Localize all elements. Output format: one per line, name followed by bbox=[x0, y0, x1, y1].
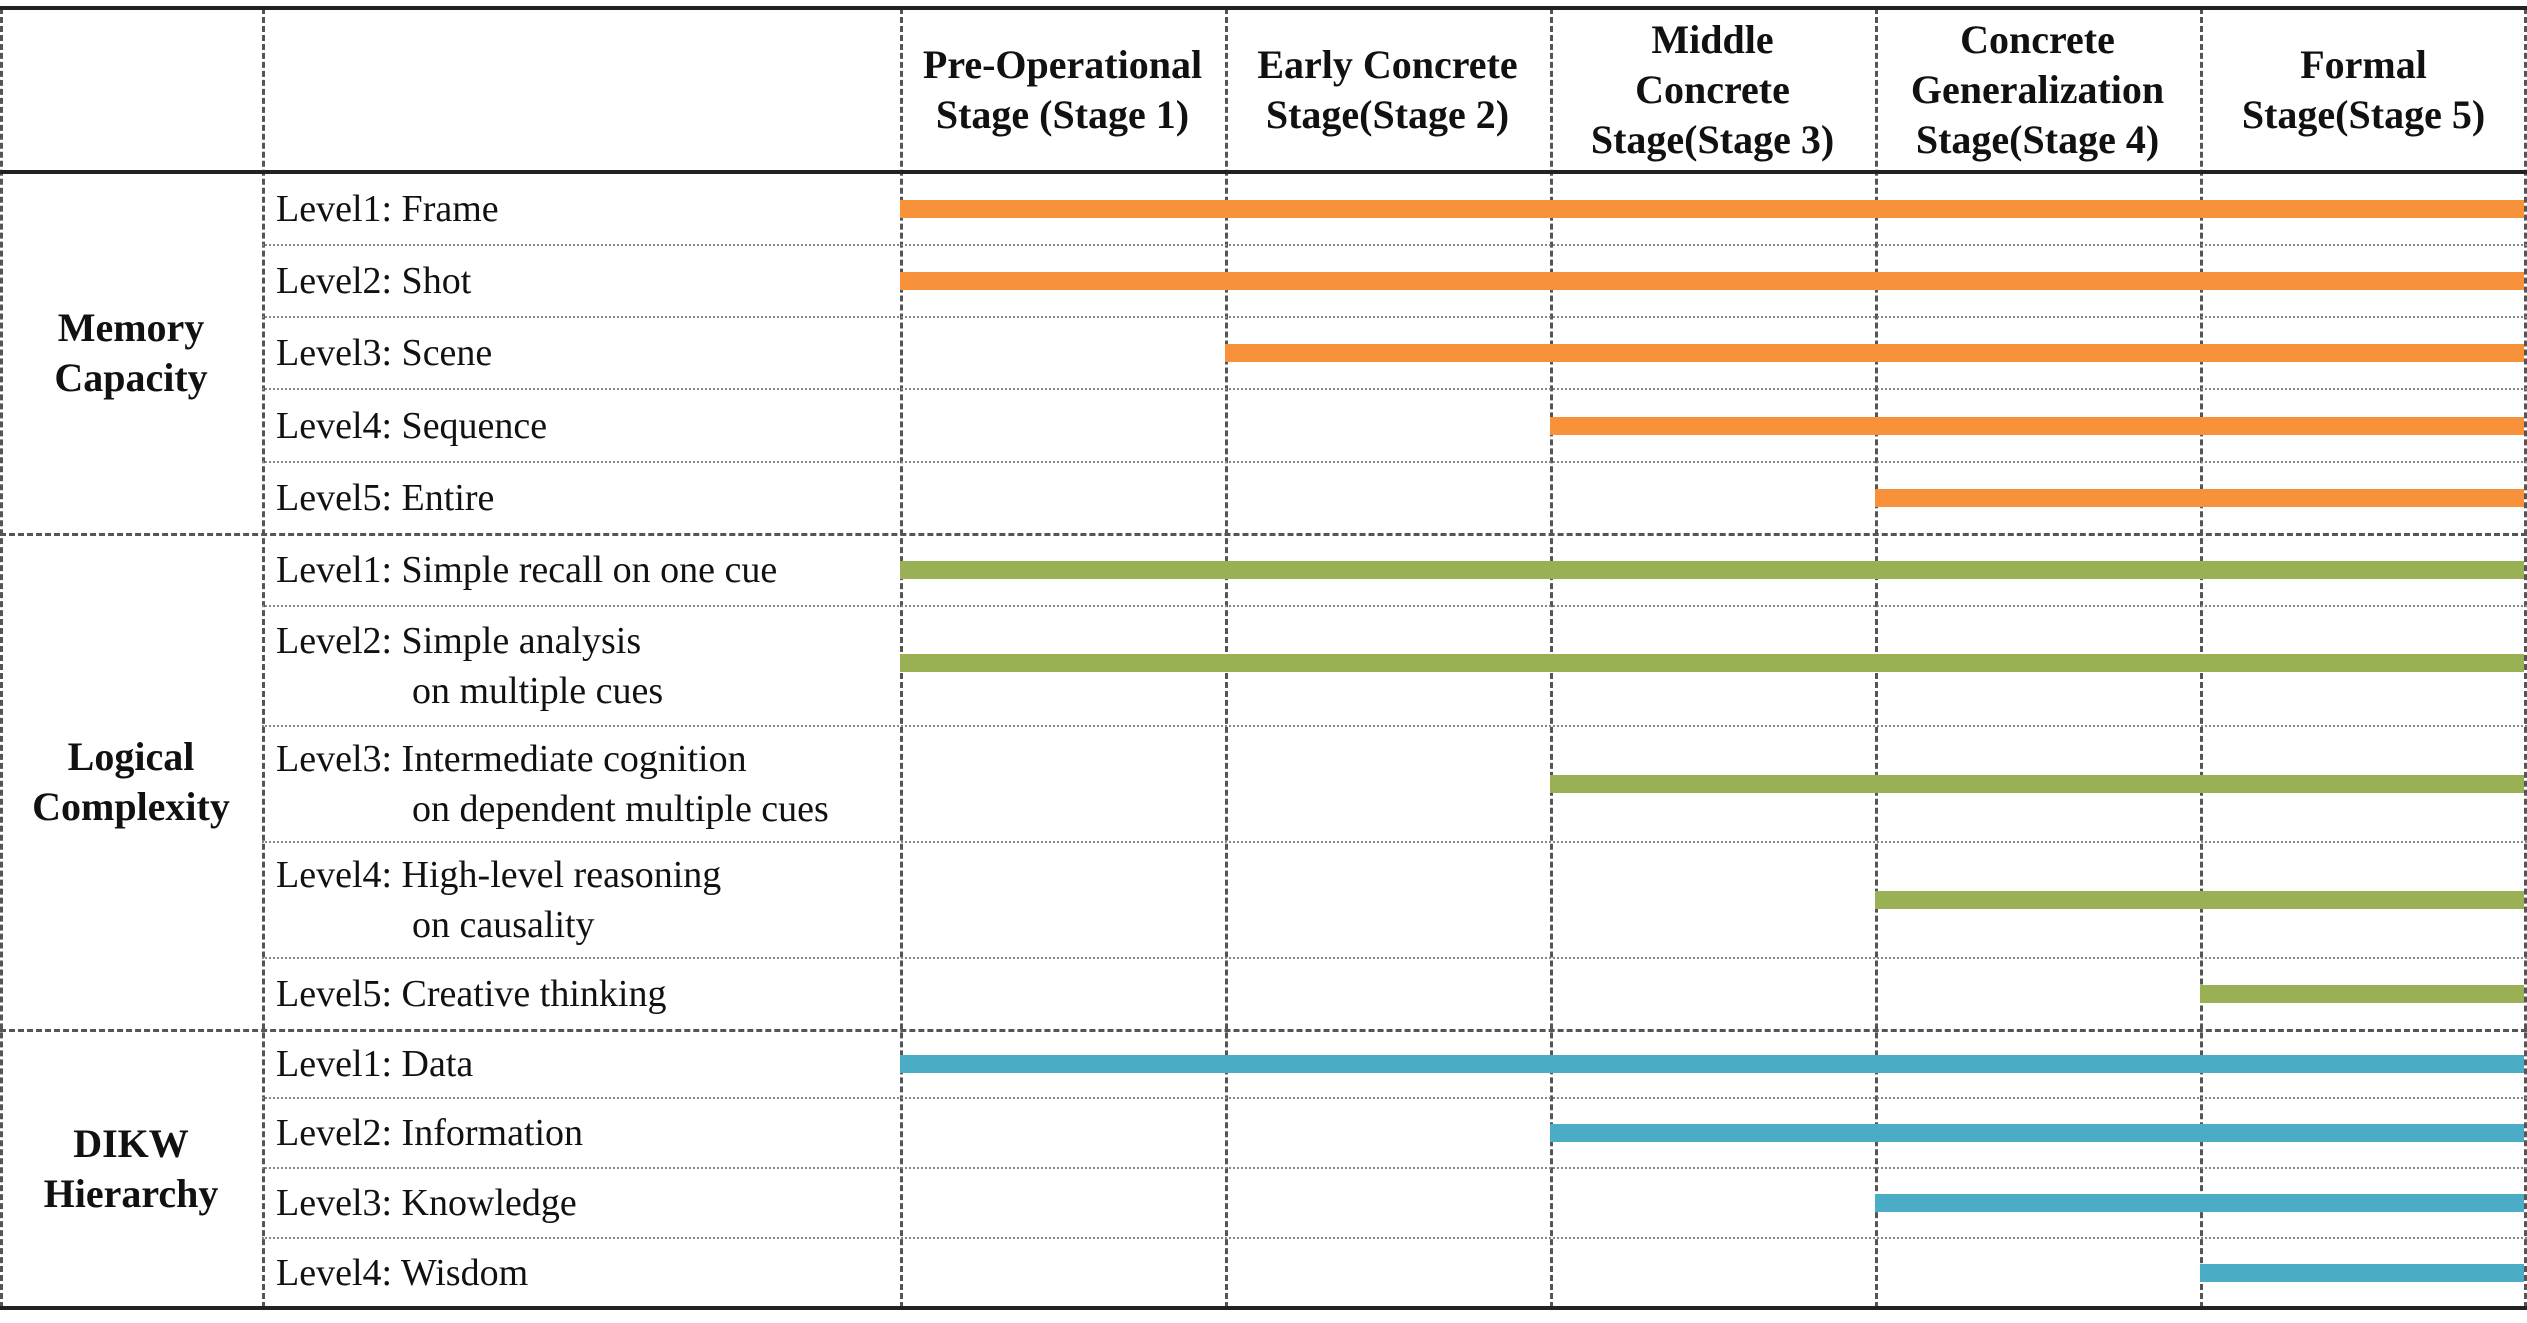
level-bar bbox=[2200, 985, 2524, 1003]
level-label-line: Level5: Entire bbox=[276, 477, 495, 519]
stage-header-line: Concrete bbox=[1635, 67, 1790, 112]
stage-header-line: Stage (Stage 1) bbox=[935, 92, 1190, 137]
level-label-line: Level2: Shot bbox=[276, 260, 472, 302]
level-label-line: Level3: Intermediate cognition bbox=[276, 738, 747, 780]
stage-header-line: Pre-Operational bbox=[922, 42, 1203, 87]
level-label bbox=[276, 389, 896, 462]
level-bar bbox=[1550, 1124, 2524, 1142]
level-label-line: Level1: Data bbox=[276, 1043, 474, 1085]
level-bar bbox=[2200, 1264, 2524, 1282]
level-label-text bbox=[276, 473, 494, 523]
level-label bbox=[276, 172, 896, 245]
level-label bbox=[276, 1238, 896, 1308]
level-label bbox=[276, 726, 896, 842]
level-bar bbox=[1875, 489, 2524, 507]
level-label bbox=[276, 958, 896, 1030]
stage-header-text bbox=[1911, 15, 2164, 165]
level-bar bbox=[900, 561, 2524, 579]
group-label-line: Memory bbox=[57, 305, 205, 350]
level-label-text bbox=[276, 734, 829, 834]
level-label-text bbox=[276, 401, 547, 451]
group-label-line: Capacity bbox=[54, 355, 208, 400]
group-label-line: Complexity bbox=[32, 784, 230, 829]
group-label bbox=[0, 172, 262, 534]
column-divider bbox=[262, 8, 265, 1308]
stage-header bbox=[1550, 8, 1875, 172]
level-label-text bbox=[276, 1039, 473, 1089]
level-bar bbox=[1550, 417, 2524, 435]
level-label-line: Level1: Frame bbox=[276, 187, 499, 230]
group-label bbox=[0, 534, 262, 1030]
stage-header bbox=[900, 8, 1225, 172]
level-label-text bbox=[276, 616, 663, 716]
stage-header-line: Generalization bbox=[1910, 67, 2165, 112]
level-label-text bbox=[276, 545, 777, 595]
level-label-text bbox=[276, 1178, 577, 1228]
level-label-continuation: on dependent multiple cues bbox=[412, 788, 829, 830]
stage-header-line: Formal bbox=[2300, 42, 2427, 87]
level-label-text bbox=[276, 328, 492, 378]
stage-header-line: Stage(Stage 4) bbox=[1915, 117, 2160, 162]
group-label-text bbox=[44, 1119, 219, 1219]
level-bar bbox=[1550, 775, 2524, 793]
level-label bbox=[276, 606, 896, 726]
stage-header-text bbox=[1591, 15, 1834, 165]
group-label-line: Hierarchy bbox=[43, 1171, 219, 1216]
stage-header bbox=[1225, 8, 1550, 172]
level-label-text bbox=[276, 184, 499, 234]
group-label-text bbox=[32, 732, 230, 832]
stage-header-line: Stage(Stage 2) bbox=[1265, 92, 1510, 137]
level-bar bbox=[1875, 891, 2524, 909]
level-label-text bbox=[276, 1248, 528, 1298]
level-label-line: Level5: Creative thinking bbox=[276, 973, 667, 1015]
level-bar bbox=[1875, 1194, 2524, 1212]
level-label-line: Level4: Wisdom bbox=[276, 1252, 529, 1294]
level-bar bbox=[1225, 344, 2524, 362]
stage-header-line: Stage(Stage 5) bbox=[2241, 92, 2486, 137]
level-label-line: Level2: Simple analysis bbox=[276, 620, 642, 662]
level-label-text bbox=[276, 1108, 583, 1158]
level-label bbox=[276, 534, 896, 606]
level-label-continuation: on causality bbox=[412, 904, 595, 946]
level-label-continuation: on multiple cues bbox=[412, 670, 664, 712]
stage-header-line: Early Concrete bbox=[1257, 42, 1518, 87]
level-label bbox=[276, 462, 896, 534]
stage-header bbox=[1875, 8, 2200, 172]
group-label-line: DIKW bbox=[73, 1121, 189, 1166]
level-label-text bbox=[276, 969, 666, 1019]
level-label-line: Level3: Scene bbox=[276, 332, 493, 374]
group-label bbox=[0, 1030, 262, 1308]
level-label-text bbox=[276, 850, 721, 950]
level-bar bbox=[900, 272, 2524, 290]
level-label bbox=[276, 317, 896, 389]
level-bar bbox=[900, 1055, 2524, 1073]
level-label bbox=[276, 1168, 896, 1238]
stage-header-line: Middle bbox=[1651, 17, 1774, 62]
level-label-line: Level4: Sequence bbox=[276, 404, 548, 447]
level-label-line: Level2: Information bbox=[276, 1112, 584, 1154]
group-label-text bbox=[54, 303, 207, 403]
level-bar bbox=[900, 200, 2524, 218]
stage-header-text bbox=[2242, 40, 2485, 140]
stage-header-text bbox=[923, 40, 1202, 140]
stage-header-line: Stage(Stage 3) bbox=[1590, 117, 1835, 162]
stage-header-line: Concrete bbox=[1960, 17, 2115, 62]
level-label bbox=[276, 1098, 896, 1168]
stage-header bbox=[2200, 8, 2527, 172]
level-label-text bbox=[276, 256, 471, 306]
level-label bbox=[276, 842, 896, 958]
level-bar bbox=[900, 654, 2524, 672]
level-label-line: Level1: Simple recall on one cue bbox=[276, 549, 778, 591]
group-label-line: Logical bbox=[67, 734, 195, 779]
level-label bbox=[276, 245, 896, 317]
stage-header-text bbox=[1257, 40, 1517, 140]
level-label bbox=[276, 1030, 896, 1098]
level-label-line: Level3: Knowledge bbox=[276, 1182, 577, 1224]
level-label-line: Level4: High-level reasoning bbox=[276, 854, 722, 896]
